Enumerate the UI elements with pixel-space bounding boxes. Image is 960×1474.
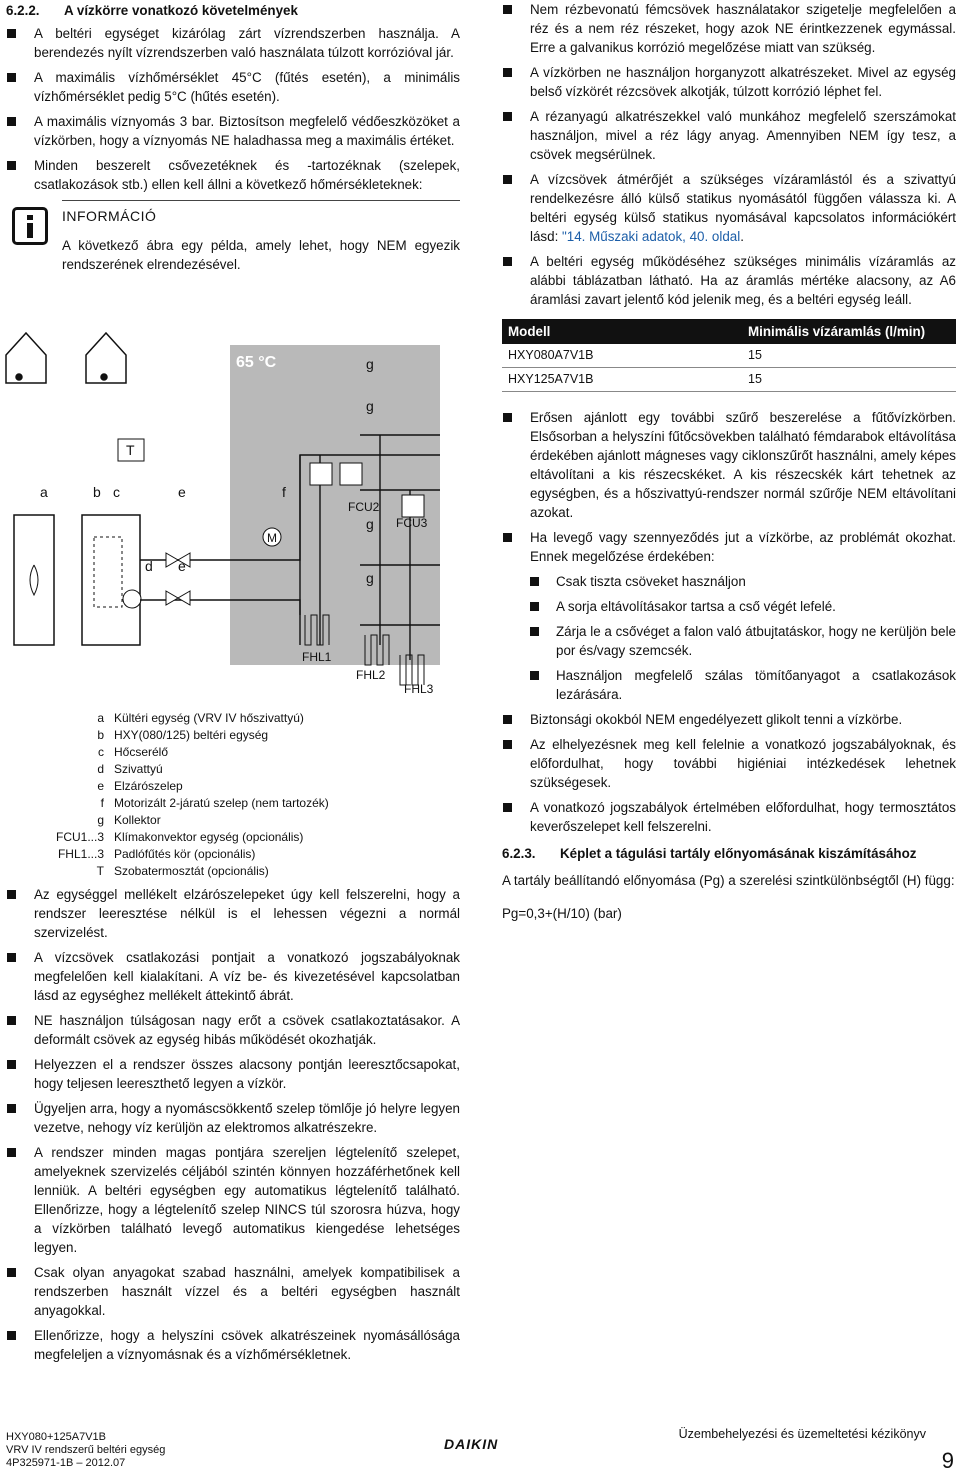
section-heading-2	[502, 844, 956, 863]
footer-manual: Üzembehelyezési és üzemeltetési kézikönyv	[678, 1427, 926, 1441]
footer-model: HXY080+125A7V1B	[6, 1431, 106, 1443]
system-diagram	[0, 315, 460, 705]
label-c: c	[113, 484, 120, 500]
legend-row: FCU1...3 Klímakonvektor egység (opcionális)	[55, 830, 304, 844]
label-g1: g	[366, 356, 374, 372]
bullet-min-flow: A beltéri egység működéséhez szükséges minimális vízáramlás az alábbi táblázatban látható. Ha az áramlás mértéke alacsony, az A6 áramlási zavart jelentő kód jelenik meg, és a beltéri egység leáll.	[502, 252, 956, 309]
expansion-para: A tartály beállítandó előnyomása (Pg) a szerelési szintkülönbségtől (H) függ:	[502, 873, 955, 888]
legend-row: f Motorizált 2-járatú szelep (nem tartozék)	[100, 796, 329, 810]
label-t: T	[126, 442, 135, 458]
legend-row: b HXY(080/125) beltéri egység	[97, 728, 269, 742]
label-fhl3: FHL3	[404, 682, 434, 696]
section-title: A vízkörre vonatkozó követelmények	[64, 3, 298, 18]
bullet-pipe-temps: Minden beszerelt csővezetéknek és -tartozéknak (szelepek, csatlakozások stb.) ellen kell állni a következő hőmérsékleteknek:	[6, 156, 460, 194]
footer-product: VRV IV rendszerű beltéri egység	[6, 1444, 166, 1456]
bullet-relief-hose: Ügyeljen arra, hogy a nyomáscsökkentő szelep tömlője jó helyre legyen vezetve, nehogy víz kerüljön az elektromos alkatrészekre.	[6, 1099, 460, 1137]
right-column	[502, 0, 956, 923]
bullet-pressure-rating: Ellenőrizze, hogy a helyszíni csövek alkatrészeinek nyomásállósága megfeleljen a víznyomásnak és a vízhőmérsékletnek.	[6, 1326, 460, 1364]
section-heading	[6, 1, 460, 20]
flow-table	[502, 319, 956, 392]
page-number: 9	[941, 1448, 954, 1473]
label-e: e	[178, 484, 186, 500]
legend-row: T Szobatermosztát (opcionális)	[96, 864, 269, 878]
section-number: 6.2.3.	[502, 846, 536, 861]
info-title: INFORMÁCIÓ	[62, 208, 157, 224]
bullet-max-temp: A maximális vízhőmérséklet 45°C (fűtés esetén), a minimális vízhőmérséklet pedig 5°C (hűtés esetén).	[6, 68, 460, 106]
label-fcu3: FCU3	[396, 516, 428, 530]
temp-label: 65 °C	[236, 354, 277, 371]
bullet-drain: Helyezzen el a rendszer összes alacsony pontján leeresztőcsapokat, hogy teljesen leereszthető legyen a vízkör.	[6, 1055, 460, 1093]
spec-link[interactable]: "14. Műszaki adatok, 40. oldal	[562, 229, 741, 244]
table-header	[502, 319, 956, 344]
label-m: M	[267, 531, 277, 545]
table-row: HXY125A7V1B 15	[502, 368, 956, 392]
section-title: Képlet a tágulási tartály előnyomásának kiszámításához	[560, 846, 917, 861]
bullet-galvanic: Nem rézbevonatú fémcsövek használatakor szigetelje megfelelően a réz és a nem réz részeket, hogy azok NE érintkezzenek egymással. Erre a galvanikus korrózió megelőzése miatt van szükség.	[502, 0, 956, 57]
footer-left	[6, 1431, 165, 1470]
daikin-logo: DAIKIN	[444, 1436, 499, 1452]
bullet-air-dirt: Ha levegő vagy szennyeződés jut a vízkörbe, az problémát okozhat. Ennek megelőzése érdekében:	[502, 528, 956, 566]
indoor-unit	[82, 515, 140, 645]
bullet-copper-tools: A rézanyagú alkatrészekkel való munkához megfelelő szerszámokat használjon, mivel a réz lágy anyag. Amennyiben NEM így tesz, a csövek megsérülnek.	[502, 107, 956, 164]
col-min-flow: Minimális vízáramlás (l/min)	[742, 319, 956, 344]
legend-row: FHL1...3 Padlófűtés kör (opcionális)	[57, 847, 256, 861]
bullet-air-purge: A rendszer minden magas pontjára szereljen légtelenítő szelepet, amelyeknek szervizelés céljából szintén könnyen hozzáférhetőnek kell lenniük. A beltéri egységben egy automatikus légtelenítő található. Ellenőrizze, hogy a légtelenítő szelep NINCS túl szorosra húzva, hogy a vízkörben található levegő automatikus kiengedése lehetséges legyen.	[6, 1143, 460, 1257]
bullet-connections: A vízcsövek csatlakozási pontjait a vonatkozó jogszabályoknak megfelelően kell kialakítani. A víz be- és kivezetésével kapcsolatban lásd az egységhez mellékelt áttekintő ábrát.	[6, 948, 460, 1005]
legend-row: g Kollektor	[97, 813, 161, 827]
left-column	[6, 0, 460, 274]
bullet-materials: Csak olyan anyagokat szabad használni, amelyek kompatibilisek a rendszerben használt vízzel és a beltéri egységben használt anyagokkal.	[6, 1263, 460, 1320]
bullet-max-pressure: A maximális víznyomás 3 bar. Biztosítson megfelelő védőeszközöket a vízkörben, hogy a víznyomás NE haladhassa meg a maximális értéket.	[6, 112, 460, 150]
house-icon	[6, 333, 126, 383]
legend-row: d Szivattyú	[97, 762, 163, 776]
info-box	[62, 200, 460, 274]
bullet-shutoff: Az egységgel mellékelt elzárószelepeket úgy kell felszerelni, hogy a rendszer leeresztése nélkül is el lehessen végezni a normál szervizelést.	[6, 885, 460, 942]
legend-row: e Elzárószelep	[97, 779, 183, 793]
sub-bullet: A sorja eltávolításakor tartsa a cső végét lefelé.	[530, 597, 956, 616]
label-e2: e	[178, 558, 186, 574]
bullet-thermostatic: A vonatkozó jogszabályok értelmében előfordulhat, hogy termosztátos keverőszelepet kell felszerelni.	[502, 798, 956, 836]
label-f: f	[282, 484, 286, 500]
footer-doc: 4P325971-1B – 2012.07	[6, 1457, 126, 1469]
label-g3: g	[366, 516, 374, 532]
label-fhl2: FHL2	[356, 668, 386, 682]
col-model: Modell	[502, 319, 742, 344]
pump-icon	[123, 590, 141, 608]
sub-bullet: Zárja le a csővéget a falon való átbujtatáskor, hogy ne kerüljön bele por és/vagy szemcsék.	[530, 622, 956, 660]
label-b: b	[93, 484, 101, 500]
label-g4: g	[366, 570, 374, 586]
sub-bullet: Használjon megfelelő szálas tömítőanyagot a csatlakozások lezárására.	[530, 666, 956, 704]
label-d: d	[145, 558, 153, 574]
legend-row: a Kültéri egység (VRV IV hőszivattyú)	[97, 711, 304, 725]
label-g2: g	[366, 398, 374, 414]
bullet-hygiene: Az elhelyezésnek meg kell felelnie a vonatkozó jogszabályoknak, és előfordulhat, hogy további higiéniai intézkedések lehetnek szükségesek.	[502, 735, 956, 792]
sub-bullet: Csak tiszta csöveket használjon	[530, 572, 956, 591]
formula: Pg=0,3+(H/10) (bar)	[502, 906, 622, 921]
bullet-force: NE használjon túlságosan nagy erőt a csövek csatlakoztatásakor. A deformált csövek az egység hibás működését okozhatják.	[6, 1011, 460, 1049]
section-number: 6.2.2.	[6, 3, 40, 18]
label-a: a	[40, 484, 48, 500]
left-bottom-bullets	[6, 885, 460, 1364]
label-fhl1: FHL1	[302, 650, 332, 664]
label-fcu2: FCU2	[348, 500, 380, 514]
legend-row: c Hőcserélő	[98, 745, 169, 759]
bullet-galvanized: A vízkörben ne használjon horganyzott alkatrészeket. Mivel az egység belső vízkörét rézcsövek alkotják, túlzott korrózió léphet fel.	[502, 63, 956, 101]
bullet-filter: Erősen ajánlott egy további szűrő beszerelése a fűtővízkörben. Elsősorban a helyszíni fűtőcsövekben található fémdarabok eltávolítása érdekében ajánlott mágneses vagy ciklonszűrőt használni, amely képes eltávolítani a kis részecskéket. A kis részecskék kárt tehetnek az egységben, és a hőszivattyú-rendszer normál szűrője NEM eltávolítani azokat.	[502, 408, 956, 522]
table-row: HXY080A7V1B 15	[502, 344, 956, 368]
bullet-pipe-diameter: A vízcsövek átmérőjét a szükséges vízáramlástól és a szivattyú rendelkezésre álló külső statikus nyomásától függően válassza ki. A beltéri egység külső statikus nyomásával kapcsolatos információkért lásd: "14. Műszaki adatok, 40. oldal.	[502, 170, 956, 246]
info-icon	[12, 207, 48, 245]
bullet-closed-system: A beltéri egységet kizárólag zárt vízrendszerben használja. A berendezés nyílt vízrendszerben való használata túlzott korrózióval jár.	[6, 24, 460, 62]
diagram-legend	[0, 710, 454, 880]
info-text: A következő ábra egy példa, amely lehet, hogy NEM egyezik rendszerének elrendezésével.	[62, 238, 460, 272]
bullet-glycol: Biztonsági okokból NEM engedélyezett glikolt tenni a vízkörbe.	[502, 710, 956, 729]
